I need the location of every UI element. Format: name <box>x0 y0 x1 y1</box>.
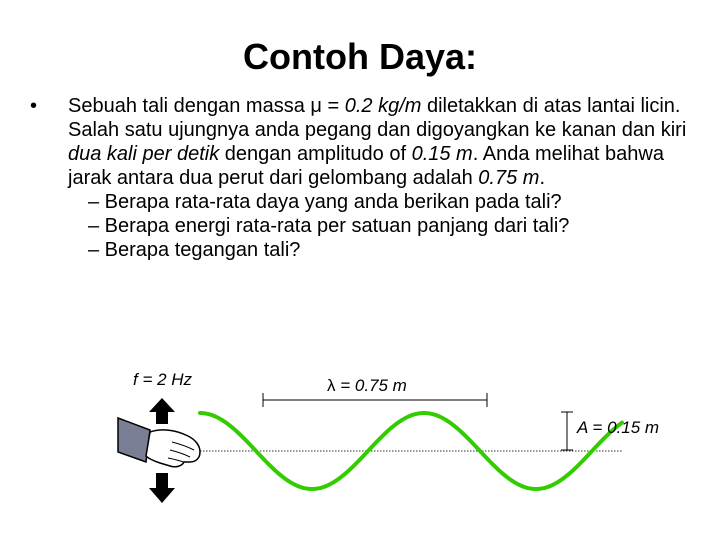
para-text-4: dengan amplitudo of <box>219 143 412 165</box>
wavelength-label-value: = 0.75 m <box>335 376 407 395</box>
frequency-phrase: dua kali per detik <box>68 143 220 165</box>
amplitude-value: 0.15 m <box>411 143 473 165</box>
wavelength-label <box>327 376 407 396</box>
para-text-1: Sebuah tali dengan massa <box>68 95 311 117</box>
para-text-6: . <box>539 167 546 189</box>
mass-value: 0.2 kg/m <box>344 95 422 117</box>
para-text-2: = <box>321 95 345 117</box>
frequency-label: f = 2 Hz <box>133 370 193 389</box>
para-text-3: diletakkan di atas lantai licin. Salah satu ujungnya anda pegang dan digoyangkan ke kanan dan kiri <box>68 95 687 141</box>
amplitude-label: A = 0.15 m <box>577 418 660 437</box>
wavelength-value: 0.75 m <box>478 167 540 189</box>
slide-title: Contoh Daya: <box>243 36 477 77</box>
question-3: – Berapa tegangan tali? <box>88 239 301 261</box>
down-arrow-icon <box>149 473 175 503</box>
bullet-marker: • <box>30 95 38 117</box>
lambda-symbol: λ <box>327 376 336 395</box>
question-2: – Berapa energi rata-rata per satuan panjang dari tali? <box>88 215 570 237</box>
hand-icon <box>118 418 200 467</box>
question-1: – Berapa rata-rata daya yang anda berikan pada tali? <box>88 191 562 213</box>
mu-symbol: μ <box>310 95 322 117</box>
para-text-5: . Anda melihat bahwa jarak antara dua perut dari gelombang adalah <box>68 143 664 189</box>
amplitude-marker <box>561 412 573 450</box>
up-arrow-icon <box>149 398 175 424</box>
